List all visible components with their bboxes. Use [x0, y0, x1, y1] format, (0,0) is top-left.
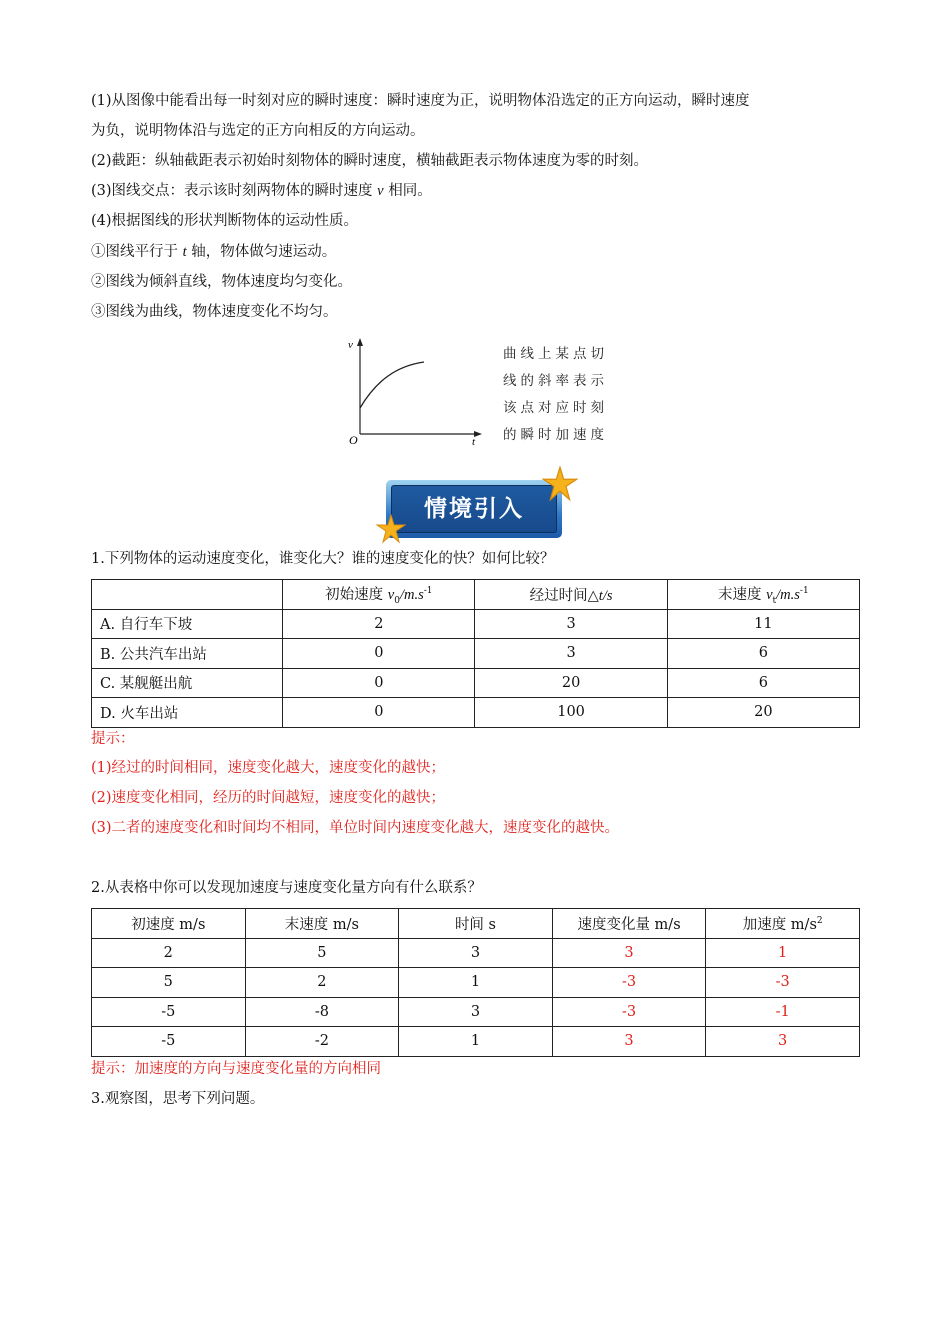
question-1: 1.下列物体的运动速度变化，谁变化大？谁的速度变化的快？如何比较？	[91, 551, 555, 567]
cell-final-velocity: 20	[667, 698, 859, 728]
intro-p3-post: 相同。	[383, 183, 432, 199]
table-row	[92, 997, 860, 1027]
intro-case-3: ③图线为曲线，物体速度变化不均匀。	[91, 304, 338, 320]
table-row	[92, 609, 860, 639]
t-axis-label: t	[472, 436, 476, 448]
cell-initial-velocity: -5	[92, 1027, 246, 1057]
cell-final-velocity: 6	[667, 639, 859, 669]
hint-4: 提示：加速度的方向与速度变化量的方向相同	[91, 1061, 381, 1077]
table-header-row	[92, 909, 860, 939]
intro-paragraph-1b: 为负，说明物体沿与选定的正方向相反的方向运动。	[91, 123, 425, 139]
row-label: D. 火车出站	[92, 698, 283, 728]
cell-velocity-change: 3	[552, 1027, 706, 1057]
table-row	[92, 1027, 860, 1057]
intro-c1-text: ①图线平行于	[91, 244, 183, 260]
cell-velocity-change: -3	[552, 997, 706, 1027]
hint-3: (3)二者的速度变化和时间均不相同，单位时间内速度变化越大，速度变化的越快。	[91, 820, 620, 836]
table-row	[92, 938, 860, 968]
cell-final-velocity: -2	[245, 1027, 399, 1057]
cell-time: 3	[475, 639, 667, 669]
table-row	[92, 968, 860, 998]
table-header-velocity-change: 速度变化量 m/s	[552, 909, 706, 939]
cell-time: 3	[399, 938, 553, 968]
cell-time: 1	[399, 968, 553, 998]
figure-note-line-4: 的瞬时加速度	[503, 427, 608, 443]
row-label: A. 自行车下坡	[92, 609, 283, 639]
cell-final-velocity: 2	[245, 968, 399, 998]
intro-p3-var: v	[377, 183, 384, 199]
table-header-acceleration: 加速度 $m/s^2$	[706, 909, 860, 939]
intro-paragraph-1a: (1)从图像中能看出每一时刻对应的瞬时速度：瞬时速度为正，说明物体沿选定的正方向运动，瞬时速度	[91, 93, 750, 109]
question-3: 3.观察图，思考下列问题。	[91, 1091, 265, 1107]
cell-acceleration: 1	[706, 938, 860, 968]
acceleration-table	[91, 908, 860, 1057]
cell-initial-velocity: 0	[283, 668, 475, 698]
figure-note-line-3: 该点对应时刻	[503, 400, 608, 416]
cell-final-velocity: 6	[667, 668, 859, 698]
v-axis-label: v	[348, 339, 353, 351]
row-label: B. 公共汽车出站	[92, 639, 283, 669]
cell-acceleration: -3	[706, 968, 860, 998]
v-axis-arrow	[357, 338, 363, 346]
cell-time: 20	[475, 668, 667, 698]
cell-initial-velocity: 2	[92, 938, 246, 968]
table-header-initial-velocity: 初速度 m/s	[92, 909, 246, 939]
velocity-curve	[360, 362, 424, 408]
intro-paragraph-3	[91, 181, 432, 201]
cell-final-velocity: 5	[245, 938, 399, 968]
figure-note-line-2: 线的斜率表示	[503, 373, 608, 389]
cell-initial-velocity: 5	[92, 968, 246, 998]
velocity-change-table	[91, 579, 860, 728]
table-header-final-velocity: 末速度 $v_t/m.s^{-1}$	[667, 580, 859, 610]
cell-time: 3	[475, 609, 667, 639]
table-header-final-velocity: 末速度 m/s	[245, 909, 399, 939]
hint-title: 提示：	[91, 731, 135, 747]
hint-2: (2)速度变化相同，经历的时间越短，速度变化的越快；	[91, 790, 446, 806]
table-row	[92, 698, 860, 728]
question-2: 2.从表格中你可以发现加速度与速度变化量方向有什么联系？	[91, 880, 482, 896]
intro-paragraph-4: (4)根据图线的形状判断物体的运动性质。	[91, 213, 359, 229]
cell-final-velocity: -8	[245, 997, 399, 1027]
cell-initial-velocity: -5	[92, 997, 246, 1027]
star-icon	[542, 466, 578, 502]
hint-1: (1)经过的时间相同，速度变化越大，速度变化的越快；	[91, 760, 446, 776]
table-row	[92, 668, 860, 698]
cell-velocity-change: -3	[552, 968, 706, 998]
cell-initial-velocity: 0	[283, 639, 475, 669]
intro-p3-text: (3)图线交点：表示该时刻两物体的瞬时速度	[91, 183, 378, 199]
banner-title: 情境引入	[424, 496, 524, 522]
vt-graph-figure	[336, 336, 486, 448]
table-header-row	[92, 580, 860, 610]
cell-initial-velocity: 2	[283, 609, 475, 639]
intro-case-2: ②图线为倾斜直线，物体速度均匀变化。	[91, 274, 352, 290]
cell-time: 1	[399, 1027, 553, 1057]
table-header-elapsed-time: 经过时间△t/s	[475, 580, 667, 610]
cell-final-velocity: 11	[667, 609, 859, 639]
section-banner	[386, 480, 562, 538]
cell-initial-velocity: 0	[283, 698, 475, 728]
intro-case-1	[91, 242, 336, 262]
origin-label: O	[349, 433, 358, 447]
cell-acceleration: 3	[706, 1027, 860, 1057]
table-header-empty	[92, 580, 283, 610]
figure-note-line-1: 曲线上某点切	[503, 346, 608, 362]
cell-velocity-change: 3	[552, 938, 706, 968]
star-icon	[376, 514, 406, 544]
row-label: C. 某舰艇出航	[92, 668, 283, 698]
intro-paragraph-2: (2)截距：纵轴截距表示初始时刻物体的瞬时速度，横轴截距表示物体速度为零的时刻。	[91, 153, 649, 169]
table-header-initial-velocity: 初始速度 $v_0/m.s^{-1}$	[283, 580, 475, 610]
cell-time: 100	[475, 698, 667, 728]
table-header-time: 时间 s	[399, 909, 553, 939]
intro-c1-post: 轴，物体做匀速运动。	[186, 244, 337, 260]
intro-c1-var: t	[182, 244, 187, 260]
t-axis-arrow	[474, 431, 482, 437]
cell-time: 3	[399, 997, 553, 1027]
table-row	[92, 639, 860, 669]
cell-acceleration: -1	[706, 997, 860, 1027]
